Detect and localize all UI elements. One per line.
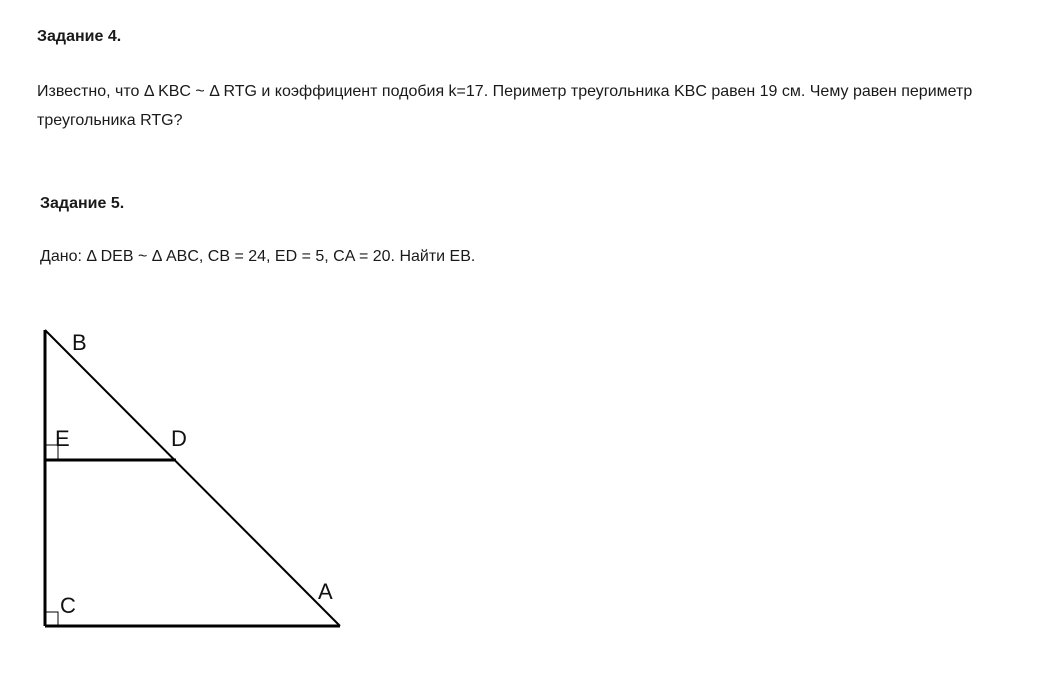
label-a: A xyxy=(318,579,333,604)
hypotenuse-ab xyxy=(45,330,340,626)
triangle-figure xyxy=(30,320,360,640)
label-b: B xyxy=(72,330,87,355)
label-e: E xyxy=(55,426,70,451)
label-d: D xyxy=(171,426,187,451)
right-angle-mark-c xyxy=(45,612,58,626)
task4-heading: Задание 4. xyxy=(37,28,122,45)
task4-text: Известно, что Δ KBC ~ Δ RTG и коэффициент подобия k=17. Периметр треугольника KBC равен 19 см. Чему равен периметр треугольника RTG? xyxy=(37,83,973,129)
label-c: C xyxy=(60,593,76,618)
task5-text: Дано: Δ DEB ~ Δ ABC, CB = 24, ED = 5, CA = 20. Найти EB. xyxy=(40,248,476,265)
task5-heading: Задание 5. xyxy=(40,195,125,212)
